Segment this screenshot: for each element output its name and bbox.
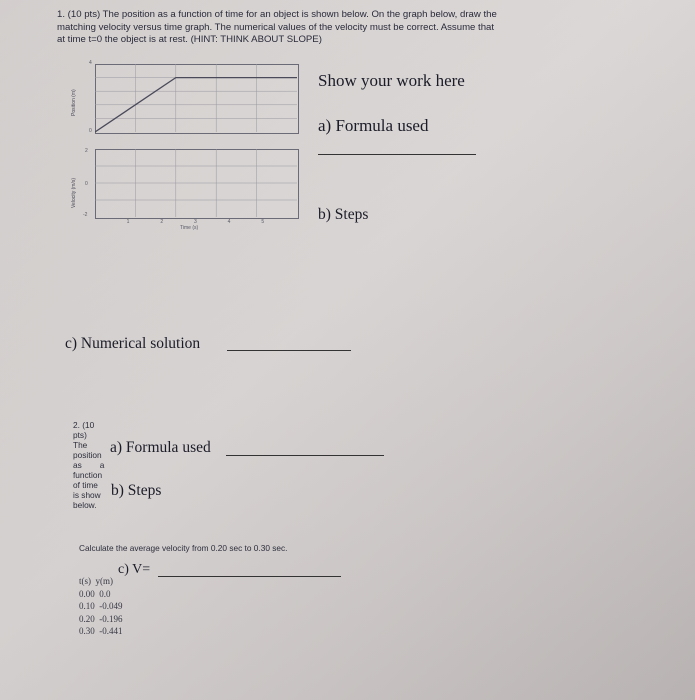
question1-line1: 1. (10 pts) The position as a function of time for an object is shown below. On the graph below, draw the <box>57 9 497 20</box>
q2-label-line: function <box>73 470 103 480</box>
velocity-y-tick-top: 2 <box>85 148 88 154</box>
question1-line3: at time t=0 the object is at rest. (HINT: THINK ABOUT SLOPE) <box>57 34 322 45</box>
question2-label <box>73 420 113 510</box>
position-y-tick-top: 4 <box>89 60 92 66</box>
q2-table-row: 0.30 -0.441 <box>79 626 123 636</box>
q2-table-row: 0.20 -0.196 <box>79 613 123 624</box>
q1-formula-answer-line[interactable] <box>318 154 476 155</box>
q2-data-table <box>79 575 123 638</box>
q2-label-a: a <box>99 460 105 470</box>
position-graph-grid <box>95 64 297 132</box>
velocity-y-tick-bottom: -2 <box>83 212 88 218</box>
q2-label-line: position <box>73 450 102 460</box>
q2-table-row: 0.10 -0.049 <box>79 601 123 611</box>
q2-steps-label: b) Steps <box>111 482 162 499</box>
velocity-x-tick-label: 1 <box>126 219 130 225</box>
q1-formula-used-label: a) Formula used <box>318 116 429 135</box>
velocity-x-tick-label: 5 <box>261 219 265 225</box>
q2-label-line: below. <box>73 500 97 510</box>
velocity-graph-grid <box>95 149 297 217</box>
q2-label-line: pts) <box>73 430 87 440</box>
velocity-y-label: Velocity (m/s) <box>71 177 77 208</box>
q1-numerical-solution-label: c) Numerical solution <box>65 335 201 352</box>
q2-instruction: Calculate the average velocity from 0.20 sec to 0.30 sec. <box>79 543 288 553</box>
q1-steps-label: b) Steps <box>318 206 369 223</box>
q2-velocity-answer-line[interactable] <box>158 576 341 577</box>
velocity-x-label: Time (s) <box>180 225 199 231</box>
q2-label-line: The <box>73 440 88 450</box>
velocity-x-tick-label: 2 <box>160 219 164 225</box>
q2-label-line: 2. (10 <box>73 420 95 430</box>
q2-table-row: 0.00 0.0 <box>79 588 111 599</box>
question1-prompt <box>57 9 547 47</box>
q2-label-line <box>73 460 113 470</box>
velocity-x-tick-label: 3 <box>194 219 197 225</box>
q2-label-as: as <box>73 460 82 470</box>
q2-table-header: t(s) y(m) <box>79 576 113 586</box>
velocity-graph <box>95 149 299 219</box>
velocity-y-tick-mid: 0 <box>85 181 88 187</box>
show-work-heading: Show your work here <box>318 71 465 90</box>
q2-velocity-answer-label: c) V= <box>118 562 151 577</box>
position-y-tick-bottom: 0 <box>89 128 92 134</box>
velocity-x-tick-label: 4 <box>227 219 231 225</box>
position-y-label: Position (m) <box>71 89 77 116</box>
position-graph <box>95 64 299 134</box>
q2-formula-used-label: a) Formula used <box>110 439 211 456</box>
q2-label-line: of time <box>73 480 98 490</box>
q1-numerical-answer-line[interactable] <box>227 350 351 351</box>
question1-line2: matching velocity versus time graph. The numerical values of the velocity must be correct. Assume that <box>57 21 495 33</box>
q2-label-line: is show <box>73 490 101 500</box>
q2-formula-answer-line[interactable] <box>226 455 384 456</box>
